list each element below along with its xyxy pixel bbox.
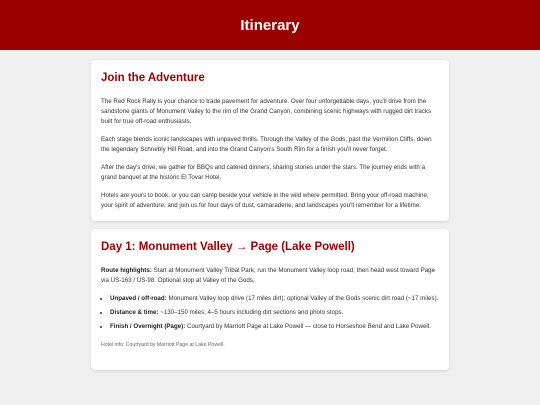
page-title: Itinerary [240, 16, 300, 34]
route-highlights-text: Start at Monument Valley Tribal Park, run the Monument Valley loop road, then head west toward Page via US-163 / US-98. Optional stop at Valley of the Gods. [101, 267, 436, 284]
intro-paragraph: After the day's drive, we gather for BBQs and catered dinners, sharing stories under the stars. The journey ends with a grand banquet at the historic El Tovar Hotel. [101, 164, 426, 181]
route-highlights [101, 266, 439, 286]
list-item-label: Finish / Overnight (Page): [110, 323, 186, 330]
list-item-text: Courtyard by Marriott Page at Lake Powell — close to Horseshoe Bend and Lake Powell. [185, 323, 431, 330]
intro-title: Join the Adventure [101, 72, 205, 84]
list-item [110, 294, 439, 304]
hotel-info: Hotel info: Courtyard by Marriott Page at Lake Powell. [101, 342, 225, 348]
list-item [110, 308, 439, 318]
day1-title: Day 1: Monument Valley → Page (Lake Powell) [101, 241, 355, 253]
list-item-text: ~130–150 miles; 4–5 hours including dirt sections and photo stops. [158, 309, 344, 316]
list-item-label: Unpaved / off-road: [110, 295, 167, 302]
route-highlights-label: Route highlights: [101, 267, 152, 274]
intro-paragraph: The Red Rock Rally is your chance to trade pavement for adventure. Over four unforgettable days, you'll drive from the sandstone giants of Monument Valley to the rim of the Grand Canyon, combining scenic highways with rugged dirt tracks built for true off-road enthusiasts. [101, 98, 432, 125]
day1-details-list [101, 294, 439, 332]
list-item-label: Distance & time: [110, 309, 159, 316]
main-content [0, 50, 540, 370]
list-item [110, 322, 439, 332]
day1-card [91, 229, 449, 370]
page-header [0, 0, 540, 50]
intro-paragraph: Each stage blends iconic landscapes with unpaved thrills. Through the Valley of the Gods, past the Vermilion Cliffs, down the legendary Schnebly Hill Road, and into the Grand Canyon's South Rim for a finish you'll never forget. [101, 136, 432, 153]
intro-paragraph: Hotels are yours to book, or you can camp beside your vehicle in the wild where permitted. Bring your off-road machine, your spirit of adventure, and join us for four days of dust, camaraderie, and landscapes you'll remember for a lifetime. [101, 192, 429, 209]
list-item-text: Monument Valley loop drive (17 miles dirt); optional Valley of the Gods scenic dirt road (~17 miles). [166, 295, 439, 302]
intro-card [91, 60, 449, 221]
